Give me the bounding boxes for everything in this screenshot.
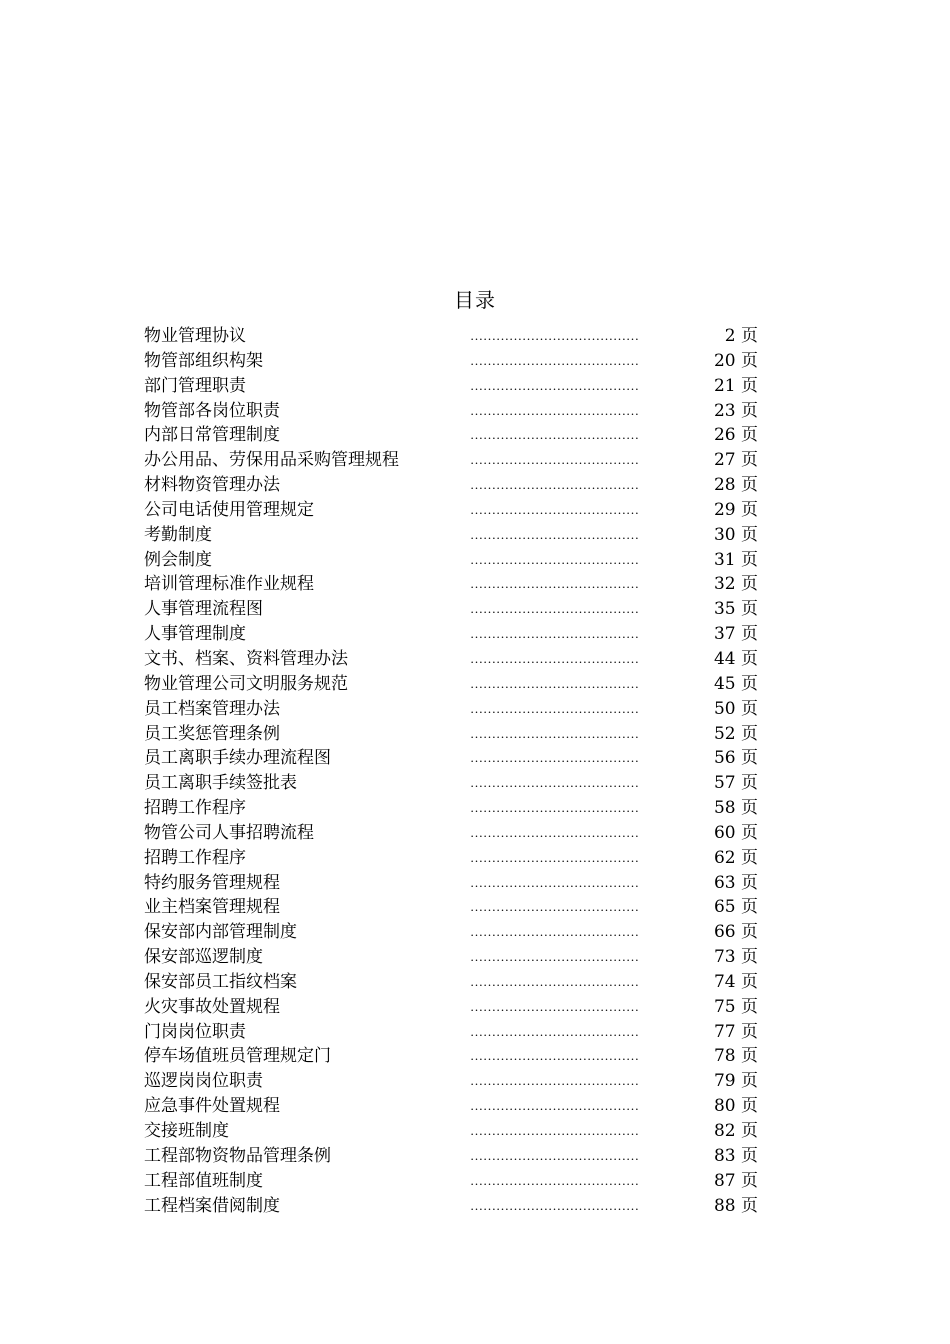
toc-dot-leader: ………………………………… bbox=[470, 650, 639, 666]
toc-entry[interactable] bbox=[144, 1044, 764, 1069]
toc-entry[interactable] bbox=[144, 746, 764, 771]
toc-dot-leader: ………………………………… bbox=[470, 501, 639, 517]
toc-dot-leader: ………………………………… bbox=[470, 402, 639, 418]
toc-entry[interactable] bbox=[144, 572, 764, 597]
toc-dot-leader: ………………………………… bbox=[470, 725, 639, 741]
toc-dot-leader: ………………………………… bbox=[470, 1123, 639, 1138]
toc-entry[interactable] bbox=[144, 846, 764, 871]
toc-entry-page: 29 页 bbox=[713, 499, 758, 520]
toc-entry-label: 招聘工作程序 bbox=[144, 847, 246, 868]
toc-entry-label: 物业管理公司文明服务规范 bbox=[144, 673, 348, 694]
toc-entry-page: 66 页 bbox=[713, 922, 758, 943]
toc-entry[interactable] bbox=[144, 821, 764, 846]
toc-entry-page: 82 页 bbox=[713, 1121, 758, 1141]
toc-entry-page: 35 页 bbox=[713, 599, 758, 620]
toc-dot-leader: ………………………………… bbox=[470, 1073, 639, 1089]
toc-entry-label: 保安部内部管理制度 bbox=[144, 922, 297, 943]
toc-entry[interactable] bbox=[144, 970, 764, 995]
toc-entry-label: 员工档案管理办法 bbox=[144, 698, 280, 719]
toc-entry[interactable] bbox=[144, 672, 764, 697]
toc-entry[interactable] bbox=[144, 895, 764, 920]
toc-dot-leader: ………………………………… bbox=[470, 601, 639, 617]
toc-entry-label: 公司电话使用管理规定 bbox=[144, 499, 314, 520]
toc-dot-leader: ………………………………… bbox=[470, 452, 639, 468]
toc-entry-page: 58 页 bbox=[713, 798, 758, 819]
toc-entry-label: 培训管理标准作业规程 bbox=[144, 574, 314, 595]
toc-entry-label: 特约服务管理规程 bbox=[144, 872, 280, 893]
toc-entry-page: 60 页 bbox=[713, 822, 758, 843]
toc-entry[interactable] bbox=[144, 548, 764, 573]
toc-entry-page: 28 页 bbox=[713, 475, 758, 496]
toc-entry-label: 物管公司人事招聘流程 bbox=[144, 822, 314, 843]
toc-entry[interactable] bbox=[144, 597, 764, 622]
toc-entry[interactable] bbox=[144, 1069, 764, 1094]
toc-entry-label: 工程档案借阅制度 bbox=[144, 1195, 280, 1216]
toc-dot-leader: ………………………………… bbox=[470, 1197, 639, 1213]
toc-entry[interactable] bbox=[144, 523, 764, 548]
toc-entry-label: 员工离职手续办理流程图 bbox=[144, 748, 331, 769]
toc-entry-page: 45 页 bbox=[713, 673, 758, 694]
toc-entry[interactable] bbox=[144, 399, 764, 424]
toc-entry-label: 办公用品、劳保用品采购管理规程 bbox=[144, 450, 399, 471]
toc-dot-leader: ………………………………… bbox=[470, 427, 639, 443]
toc-entry[interactable] bbox=[144, 622, 764, 647]
toc-list bbox=[144, 324, 764, 1218]
toc-entry[interactable] bbox=[144, 995, 764, 1020]
toc-entry-page: 62 页 bbox=[713, 847, 758, 868]
toc-dot-leader: ………………………………… bbox=[470, 576, 639, 592]
toc-entry[interactable] bbox=[144, 920, 764, 945]
toc-entry-label: 例会制度 bbox=[144, 549, 212, 570]
toc-entry-label: 内部日常管理制度 bbox=[144, 425, 280, 446]
toc-dot-leader: ………………………………… bbox=[470, 924, 639, 940]
toc-entry-label: 工程部值班制度 bbox=[144, 1170, 263, 1191]
toc-entry-page: 27 页 bbox=[713, 450, 758, 471]
toc-entry[interactable] bbox=[144, 1194, 764, 1219]
toc-entry-label: 员工奖惩管理条例 bbox=[144, 723, 280, 744]
toc-entry-label: 部门管理职责 bbox=[144, 375, 246, 396]
toc-entry-page: 26 页 bbox=[713, 425, 758, 446]
toc-entry-label: 保安部员工指纹档案 bbox=[144, 971, 297, 992]
toc-entry[interactable] bbox=[144, 871, 764, 896]
toc-entry-label: 员工离职手续签批表 bbox=[144, 773, 297, 794]
toc-title: 目录 bbox=[454, 288, 496, 312]
toc-entry-label: 考勤制度 bbox=[144, 524, 212, 545]
toc-entry-label: 招聘工作程序 bbox=[144, 798, 246, 819]
toc-dot-leader: ………………………………… bbox=[470, 377, 639, 393]
toc-entry[interactable] bbox=[144, 1144, 764, 1169]
toc-dot-leader: ………………………………… bbox=[470, 750, 639, 766]
toc-dot-leader: ………………………………… bbox=[470, 973, 639, 989]
toc-entry[interactable] bbox=[144, 796, 764, 821]
toc-entry-label: 人事管理制度 bbox=[144, 624, 246, 645]
toc-entry-label: 停车场值班员管理规定门 bbox=[144, 1046, 331, 1067]
toc-dot-leader: ………………………………… bbox=[470, 775, 639, 791]
toc-entry-page: 50 页 bbox=[713, 698, 758, 719]
toc-entry-page: 83 页 bbox=[713, 1145, 758, 1166]
toc-entry[interactable] bbox=[144, 771, 764, 796]
toc-entry-label: 物业管理协议 bbox=[144, 326, 246, 346]
toc-dot-leader: ………………………………… bbox=[470, 1048, 639, 1064]
toc-entry-page: 37 页 bbox=[713, 624, 758, 645]
toc-entry-page: 57 页 bbox=[713, 773, 758, 794]
toc-entry[interactable] bbox=[144, 697, 764, 722]
toc-entry-label: 工程部物资物品管理条例 bbox=[144, 1145, 331, 1166]
toc-entry[interactable] bbox=[144, 1020, 764, 1045]
toc-entry-page: 23 页 bbox=[713, 400, 758, 421]
toc-dot-leader: ………………………………… bbox=[470, 328, 639, 343]
toc-entry-page: 78 页 bbox=[713, 1046, 758, 1067]
toc-entry[interactable] bbox=[144, 498, 764, 523]
toc-entry-page: 77 页 bbox=[713, 1021, 758, 1042]
toc-dot-leader: ………………………………… bbox=[470, 352, 639, 368]
toc-entry[interactable] bbox=[144, 324, 764, 349]
toc-entry-page: 44 页 bbox=[713, 648, 758, 669]
toc-entry-label: 交接班制度 bbox=[144, 1121, 229, 1141]
toc-entry[interactable] bbox=[144, 349, 764, 374]
toc-entry[interactable] bbox=[144, 945, 764, 970]
toc-dot-leader: ………………………………… bbox=[470, 700, 639, 716]
toc-entry[interactable] bbox=[144, 647, 764, 672]
toc-entry-label: 保安部巡逻制度 bbox=[144, 947, 263, 968]
toc-entry[interactable] bbox=[144, 374, 764, 399]
toc-entry-page: 56 页 bbox=[713, 748, 758, 769]
toc-dot-leader: ………………………………… bbox=[470, 675, 639, 691]
toc-entry-page: 30 页 bbox=[713, 524, 758, 545]
toc-entry[interactable] bbox=[144, 473, 764, 498]
toc-entry[interactable] bbox=[144, 1169, 764, 1194]
toc-entry-page: 52 页 bbox=[713, 723, 758, 744]
toc-entry-label: 物管部各岗位职责 bbox=[144, 400, 280, 421]
toc-entry-page: 31 页 bbox=[713, 549, 758, 570]
toc-entry[interactable] bbox=[144, 722, 764, 747]
toc-entry-page: 75 页 bbox=[713, 996, 758, 1017]
toc-entry[interactable] bbox=[144, 448, 764, 473]
toc-dot-leader: ………………………………… bbox=[470, 874, 639, 890]
toc-entry-page: 63 页 bbox=[713, 872, 758, 893]
toc-dot-leader: ………………………………… bbox=[470, 1098, 639, 1114]
toc-entry-label: 人事管理流程图 bbox=[144, 599, 263, 620]
toc-entry-page: 32 页 bbox=[713, 574, 758, 595]
toc-entry-label: 业主档案管理规程 bbox=[144, 897, 280, 918]
toc-entry-page: 88 页 bbox=[713, 1195, 758, 1216]
toc-entry-page: 20 页 bbox=[713, 350, 758, 371]
toc-entry-label: 火灾事故处置规程 bbox=[144, 996, 280, 1017]
toc-dot-leader: ………………………………… bbox=[470, 849, 639, 865]
toc-entry[interactable] bbox=[144, 1119, 764, 1144]
toc-dot-leader: ………………………………… bbox=[470, 1172, 639, 1188]
toc-dot-leader: ………………………………… bbox=[470, 824, 639, 840]
toc-entry-label: 巡逻岗岗位职责 bbox=[144, 1071, 263, 1092]
toc-entry-label: 文书、档案、资料管理办法 bbox=[144, 648, 348, 669]
toc-dot-leader: ………………………………… bbox=[470, 1147, 639, 1163]
toc-entry-page: 87 页 bbox=[713, 1170, 758, 1191]
toc-entry-page: 2 页 bbox=[724, 326, 758, 346]
toc-dot-leader: ………………………………… bbox=[470, 626, 639, 642]
toc-entry-page: 80 页 bbox=[713, 1096, 758, 1117]
toc-entry-page: 79 页 bbox=[713, 1071, 758, 1092]
toc-entry-label: 门岗岗位职责 bbox=[144, 1021, 246, 1042]
toc-entry-page: 21 页 bbox=[713, 375, 758, 396]
toc-dot-leader: ………………………………… bbox=[470, 949, 639, 965]
toc-dot-leader: ………………………………… bbox=[470, 800, 639, 816]
toc-dot-leader: ………………………………… bbox=[470, 526, 639, 542]
toc-entry[interactable] bbox=[144, 423, 764, 448]
toc-dot-leader: ………………………………… bbox=[470, 899, 639, 915]
toc-entry-label: 应急事件处置规程 bbox=[144, 1096, 280, 1117]
toc-entry-label: 物管部组织构架 bbox=[144, 350, 263, 371]
toc-entry-label: 材料物资管理办法 bbox=[144, 475, 280, 496]
toc-dot-leader: ………………………………… bbox=[470, 1023, 639, 1039]
toc-entry-page: 74 页 bbox=[713, 971, 758, 992]
toc-dot-leader: ………………………………… bbox=[470, 998, 639, 1014]
toc-dot-leader: ………………………………… bbox=[470, 551, 639, 567]
toc-entry-page: 73 页 bbox=[713, 947, 758, 968]
toc-dot-leader: ………………………………… bbox=[470, 477, 639, 493]
toc-entry-page: 65 页 bbox=[713, 897, 758, 918]
toc-entry[interactable] bbox=[144, 1094, 764, 1119]
